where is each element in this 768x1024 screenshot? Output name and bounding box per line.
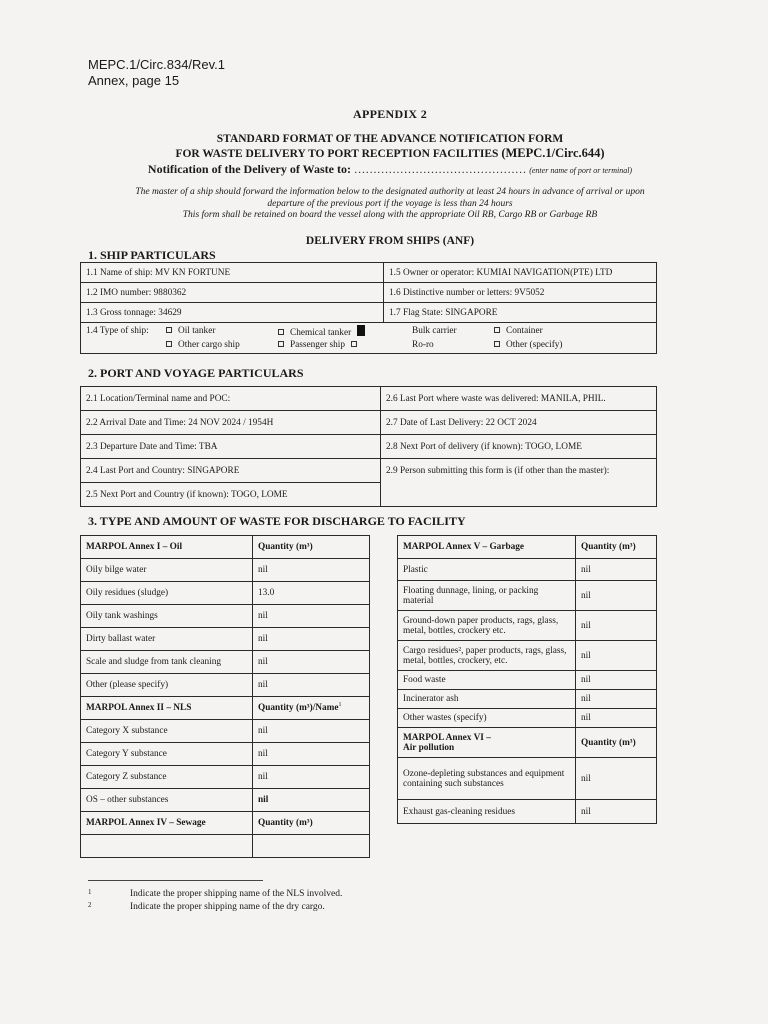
checkbox-container[interactable]: Container (494, 325, 543, 339)
quantity-field[interactable]: nil (576, 611, 657, 641)
checkbox-icon (278, 341, 284, 347)
arrival-field[interactable]: 2.2 Arrival Date and Time: 24 NOV 2024 / 1954H (81, 411, 381, 435)
ship-name-field[interactable]: 1.1 Name of ship: MV KN FORTUNE (81, 263, 384, 283)
table-row-label: Category Y substance (81, 743, 253, 766)
annex6-qty-header: Quantity (m³) (576, 728, 657, 758)
port-voyage-table (80, 386, 657, 507)
quantity-field[interactable]: nil (576, 559, 657, 581)
quantity-field[interactable]: nil (253, 674, 370, 697)
ship-type-row (81, 323, 657, 354)
form-title-line2: FOR WASTE DELIVERY TO PORT RECEPTION FACILITIES (175, 148, 499, 160)
location-field[interactable]: 2.1 Location/Terminal name and POC: (81, 387, 381, 411)
flag-field[interactable]: 1.7 Flag State: SINGAPORE (384, 303, 657, 323)
annex-garbage-air-table (397, 535, 657, 824)
notification-line (60, 162, 720, 177)
checkbox-icon (494, 327, 500, 333)
table-row-label: Oily bilge water (81, 559, 253, 582)
quantity-field[interactable]: nil (253, 605, 370, 628)
quantity-field[interactable]: nil (576, 709, 657, 728)
table-row-label: Category X substance (81, 720, 253, 743)
notification-hint: (enter name of port or terminal) (529, 166, 633, 175)
page-reference: Annex, page 15 (88, 73, 180, 88)
ship-type-label: 1.4 Type of ship: (86, 326, 149, 336)
form-title-line1: STANDARD FORMAT OF THE ADVANCE NOTIFICATION FORM (216, 133, 564, 145)
form-title (60, 132, 720, 161)
quantity-field[interactable]: nil (576, 758, 657, 800)
imo-field[interactable]: 1.2 IMO number: 9880362 (81, 283, 384, 303)
departure-field[interactable]: 2.3 Departure Date and Time: TBA (81, 435, 381, 459)
quantity-field[interactable]: nil (253, 628, 370, 651)
checkbox-roro[interactable]: Ro-ro (412, 340, 434, 350)
table-row-label: Floating dunnage, lining, or packing material (398, 581, 576, 611)
quantity-field[interactable]: 13.0 (253, 582, 370, 605)
checked-box-icon (357, 325, 365, 336)
circular-reference: MEPC.1/Circ.834/Rev.1 (88, 57, 226, 72)
notification-port-field[interactable]: ……………………………………… (353, 164, 527, 176)
footnote: 2 Indicate the proper shipping name of the dry cargo. (88, 901, 325, 912)
annex-oil-nls-sewage-table (80, 535, 370, 858)
table-row-label: Food waste (398, 671, 576, 690)
annex2-header: MARPOL Annex II – NLS (81, 697, 253, 720)
quantity-field[interactable]: nil (576, 671, 657, 690)
table-row-label: Oily residues (sludge) (81, 582, 253, 605)
checkbox-icon (351, 341, 357, 347)
table-row-label: Other wastes (specify) (398, 709, 576, 728)
table-row-label: OS – other substances (81, 789, 253, 812)
sewage-quantity-field[interactable] (253, 835, 370, 858)
table-row-label: Ozone-depleting substances and equipment containing such substances (398, 758, 576, 800)
table-row-label: Category Z substance (81, 766, 253, 789)
table-row-label: Cargo residues², paper products, rags, glass, metal, bottles, crockery, etc. (398, 641, 576, 671)
table-row-label: Ground-down paper products, rags, glass, metal, bottles, crockery etc. (398, 611, 576, 641)
annex5-qty-header: Quantity (m³) (576, 536, 657, 559)
table-row-label: Scale and sludge from tank cleaning (81, 651, 253, 674)
quantity-field[interactable]: nil (576, 800, 657, 824)
intro-line1: The master of a ship should forward the information below to the designated authority at least 24 hours in advance of arrival or upon (135, 187, 645, 197)
quantity-field[interactable]: nil (576, 581, 657, 611)
footnote: 1 Indicate the proper shipping name of the NLS involved. (88, 888, 343, 899)
quantity-field[interactable]: nil (253, 743, 370, 766)
notification-label: Notification of the Delivery of Waste to: (147, 162, 351, 176)
checkbox-icon (494, 341, 500, 347)
intro-line2: departure of the previous port if the voyage is less than 24 hours (267, 198, 513, 209)
quantity-field[interactable]: nil (253, 789, 370, 812)
next-port-field[interactable]: 2.5 Next Port and Country (if known): TOGO, LOME (81, 483, 381, 507)
checkbox-passenger[interactable]: Passenger ship (278, 339, 412, 351)
annex2-qty-header: Quantity (m³)/Name$^1$ (253, 697, 370, 720)
tonnage-field[interactable]: 1.3 Gross tonnage: 34629 (81, 303, 384, 323)
last-port-field[interactable]: 2.4 Last Port and Country: SINGAPORE (81, 459, 381, 483)
annex6-header: MARPOL Annex VI – Air pollution (398, 728, 576, 758)
table-row-label: Dirty ballast water (81, 628, 253, 651)
intro-line3: This form shall be retained on board the vessel along with the appropriate Oil RB, Cargo RB or Garbage RB (182, 210, 598, 220)
annex5-header: MARPOL Annex V – Garbage (398, 536, 576, 559)
appendix-title: APPENDIX 2 (353, 107, 427, 121)
quantity-field[interactable]: nil (253, 766, 370, 789)
table-row-label: Exhaust gas-cleaning residues (398, 800, 576, 824)
annex4-header: MARPOL Annex IV – Sewage (81, 812, 253, 835)
annex1-qty-header: Quantity (m³) (253, 536, 370, 559)
form-title-ref: (MEPC.1/Circ.644) (501, 146, 605, 160)
section3-title: 3. TYPE AND AMOUNT OF WASTE FOR DISCHARGE TO FACILITY (88, 514, 466, 528)
section2-title: 2. PORT AND VOYAGE PARTICULARS (88, 366, 304, 380)
distinctive-field[interactable]: 1.6 Distinctive number or letters: 9V5052 (384, 283, 657, 303)
owner-field[interactable]: 1.5 Owner or operator: KUMIAI NAVIGATION(PTE) LTD (384, 263, 657, 283)
footnote-divider (88, 880, 263, 881)
quantity-field[interactable]: nil (253, 559, 370, 582)
checkbox-icon (166, 327, 172, 333)
table-row-label: Oily tank washings (81, 605, 253, 628)
submitter-field[interactable]: 2.9 Person submitting this form is (if other than the master): (381, 459, 657, 507)
intro-text (60, 187, 720, 222)
last-delivery-field[interactable]: 2.7 Date of Last Delivery: 22 OCT 2024 (381, 411, 657, 435)
table-row-label: Plastic (398, 559, 576, 581)
checkbox-oil-tanker[interactable]: Oil tanker (166, 325, 278, 339)
checkbox-chemical-tanker[interactable]: Chemical tanker (278, 325, 412, 339)
last-port-delivered-field[interactable]: 2.6 Last Port where waste was delivered: MANILA, PHIL. (381, 387, 657, 411)
document-header (88, 57, 225, 89)
table-row-label: Other (please specify) (81, 674, 253, 697)
checkbox-icon (166, 341, 172, 347)
checkbox-icon (278, 329, 284, 335)
ship-particulars-table (80, 262, 657, 354)
next-delivery-field[interactable]: 2.8 Next Port of delivery (if known): TOGO, LOME (381, 435, 657, 459)
table-row-label: Incinerator ash (398, 690, 576, 709)
quantity-field[interactable]: nil (576, 641, 657, 671)
checkbox-bulk-carrier[interactable]: Bulk carrier (412, 326, 457, 336)
anf-title: DELIVERY FROM SHIPS (ANF) (305, 235, 475, 247)
annex4-qty-header: Quantity (m³) (253, 812, 370, 835)
quantity-field[interactable]: nil (253, 720, 370, 743)
quantity-field[interactable]: nil (253, 651, 370, 674)
checkbox-other-cargo[interactable]: Other cargo ship (166, 339, 278, 351)
checkbox-other[interactable]: Other (specify) (494, 339, 563, 351)
section1-title: 1. SHIP PARTICULARS (88, 248, 216, 262)
annex1-header: MARPOL Annex I – Oil (81, 536, 253, 559)
sewage-label-cell (81, 835, 253, 858)
quantity-field[interactable]: nil (576, 690, 657, 709)
